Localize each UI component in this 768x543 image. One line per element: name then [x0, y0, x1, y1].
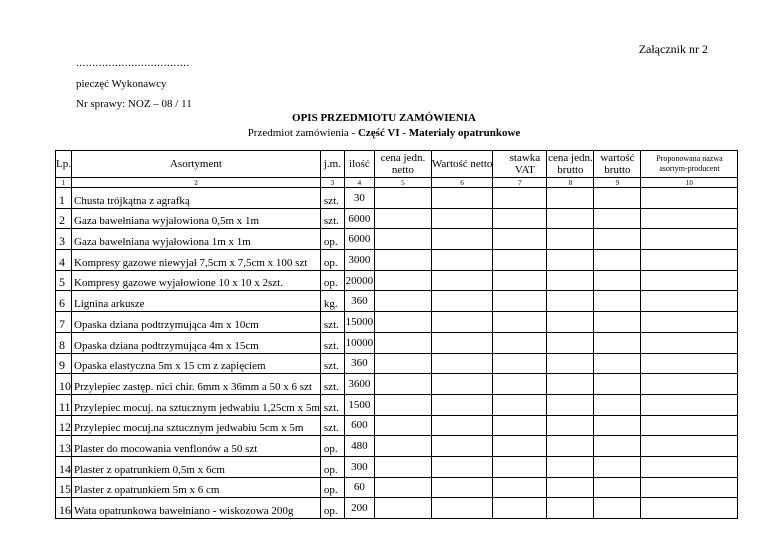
cell-producent[interactable]: [641, 436, 738, 457]
cell-cena-netto[interactable]: [374, 250, 431, 271]
cell-wartosc-brutto[interactable]: [594, 374, 641, 395]
cell-vat[interactable]: [493, 353, 547, 374]
cell-wartosc-netto[interactable]: [431, 394, 493, 415]
cell-wartosc-brutto[interactable]: [594, 250, 641, 271]
row-asortyment: Opaska elastyczna 5m x 15 cm z zapięciem: [72, 353, 321, 374]
cell-vat[interactable]: [493, 332, 547, 353]
col-header-wartosc-netto: Wartość netto: [431, 151, 493, 178]
row-asortyment: Opaska dziana podtrzymująca 4m x 10cm: [72, 312, 321, 333]
cell-wartosc-brutto[interactable]: [594, 353, 641, 374]
row-quantity: 20000: [344, 270, 374, 291]
row-quantity: 30: [344, 188, 374, 209]
cell-cena-brutto[interactable]: [547, 477, 594, 498]
row-lp: 9: [56, 353, 72, 374]
row-lp: 14: [56, 456, 72, 477]
row-asortyment: Opaska dziana podtrzymująca 4m x 15cm: [72, 332, 321, 353]
cell-vat[interactable]: [493, 291, 547, 312]
cell-producent[interactable]: [641, 415, 738, 436]
cell-cena-netto[interactable]: [374, 208, 431, 229]
cell-vat[interactable]: [493, 394, 547, 415]
row-asortyment: Przylepiec mocuj. na sztucznym jedwabiu 1,25cm x 5m: [72, 394, 321, 415]
row-quantity: 1500: [344, 394, 374, 415]
cell-cena-netto[interactable]: [374, 498, 431, 519]
stamp-label: pieczęć Wykonawcy: [76, 78, 167, 90]
cell-wartosc-brutto[interactable]: [594, 270, 641, 291]
page-subtitle: [0, 127, 768, 139]
row-asortyment: Wata opatrunkowa bawełniano - wiskozowa 200g: [72, 498, 321, 519]
cell-vat[interactable]: [493, 188, 547, 209]
table-row: [56, 208, 738, 229]
col-header-jm: j.m.: [320, 151, 344, 178]
row-lp: 6: [56, 291, 72, 312]
col-header-vat: stawka VAT: [493, 151, 547, 178]
cell-cena-netto[interactable]: [374, 312, 431, 333]
cell-cena-brutto[interactable]: [547, 270, 594, 291]
col-header-asortyment: Asortyment: [72, 151, 321, 178]
row-quantity: 200: [344, 498, 374, 519]
col-header-cena-brutto: cena jedn. brutto: [548, 152, 593, 176]
col-number: 9: [594, 178, 641, 188]
cell-wartosc-netto[interactable]: [431, 477, 493, 498]
col-header-wartosc-brutto: wartość brutto: [594, 151, 641, 178]
cell-producent[interactable]: [641, 394, 738, 415]
cell-cena-brutto[interactable]: [547, 188, 594, 209]
cell-wartosc-netto[interactable]: [431, 374, 493, 395]
cell-cena-netto[interactable]: [374, 394, 431, 415]
cell-wartosc-netto[interactable]: [431, 332, 493, 353]
row-quantity: 360: [344, 291, 374, 312]
cell-wartosc-brutto[interactable]: [594, 291, 641, 312]
cell-wartosc-brutto[interactable]: [594, 188, 641, 209]
row-lp: 5: [56, 270, 72, 291]
row-lp: 7: [56, 312, 72, 333]
row-unit: szt.: [320, 312, 344, 333]
row-unit: szt.: [320, 415, 344, 436]
row-quantity: 3600: [344, 374, 374, 395]
cell-cena-netto[interactable]: [374, 188, 431, 209]
cell-producent[interactable]: [641, 477, 738, 498]
subtitle-part: Część VI - Materiały opatrunkowe: [357, 127, 521, 139]
row-unit: op.: [320, 229, 344, 250]
cell-wartosc-netto[interactable]: [431, 188, 493, 209]
row-quantity: 480: [344, 436, 374, 457]
table-row: [56, 270, 738, 291]
cell-cena-brutto[interactable]: [547, 374, 594, 395]
cell-cena-netto[interactable]: [374, 353, 431, 374]
cell-wartosc-netto[interactable]: [431, 312, 493, 333]
cell-wartosc-brutto[interactable]: [594, 415, 641, 436]
col-header-lp: Lp.: [56, 151, 72, 178]
cell-producent[interactable]: [641, 208, 738, 229]
cell-producent[interactable]: [641, 270, 738, 291]
row-quantity: 6000: [344, 229, 374, 250]
cell-vat[interactable]: [493, 456, 547, 477]
cell-wartosc-brutto[interactable]: [594, 312, 641, 333]
row-asortyment: Gaza bawełniana wyjałowiona 0,5m x 1m: [72, 208, 321, 229]
stamp-dots: ...................................: [76, 57, 190, 69]
cell-wartosc-netto[interactable]: [431, 436, 493, 457]
col-header-cena-netto: cena jedn. netto: [374, 151, 431, 178]
attachment-label: Załącznik nr 2: [638, 42, 708, 56]
order-table: [55, 150, 738, 519]
cell-wartosc-brutto[interactable]: [594, 332, 641, 353]
row-lp: 4: [56, 250, 72, 271]
row-lp: 3: [56, 229, 72, 250]
cell-producent[interactable]: [641, 250, 738, 271]
cell-producent[interactable]: [641, 353, 738, 374]
row-unit: op.: [320, 436, 344, 457]
row-quantity: 60: [344, 477, 374, 498]
row-asortyment: Lignina arkusze: [72, 291, 321, 312]
row-unit: op.: [320, 498, 344, 519]
cell-wartosc-netto[interactable]: [431, 208, 493, 229]
cell-vat[interactable]: [493, 229, 547, 250]
cell-vat[interactable]: [493, 270, 547, 291]
cell-cena-netto[interactable]: [374, 291, 431, 312]
cell-cena-brutto[interactable]: [547, 498, 594, 519]
row-unit: op.: [320, 270, 344, 291]
cell-cena-brutto[interactable]: [547, 456, 594, 477]
row-unit: szt.: [320, 208, 344, 229]
row-unit: szt.: [320, 394, 344, 415]
cell-wartosc-brutto[interactable]: [594, 477, 641, 498]
cell-cena-brutto[interactable]: [547, 415, 594, 436]
col-header-ilosc: ilość: [344, 151, 374, 178]
cell-cena-netto[interactable]: [374, 229, 431, 250]
cell-producent[interactable]: [641, 229, 738, 250]
row-quantity: 300: [344, 456, 374, 477]
case-number: Nr sprawy: NOZ – 08 / 11: [76, 98, 192, 110]
cell-wartosc-netto[interactable]: [431, 250, 493, 271]
cell-cena-netto[interactable]: [374, 332, 431, 353]
col-header-producent: Proponowana nazwa asortym-producent: [641, 151, 738, 178]
cell-producent[interactable]: [641, 498, 738, 519]
cell-vat[interactable]: [493, 312, 547, 333]
table-row: [56, 312, 738, 333]
row-unit: szt.: [320, 353, 344, 374]
cell-wartosc-brutto[interactable]: [594, 208, 641, 229]
table-row: [56, 415, 738, 436]
cell-cena-netto[interactable]: [374, 436, 431, 457]
cell-wartosc-brutto[interactable]: [594, 456, 641, 477]
table-row: [56, 436, 738, 457]
row-asortyment: Chusta trójkątna z agrafką: [72, 188, 321, 209]
cell-producent[interactable]: [641, 312, 738, 333]
cell-cena-netto[interactable]: [374, 270, 431, 291]
cell-vat[interactable]: [493, 374, 547, 395]
cell-cena-netto[interactable]: [374, 415, 431, 436]
cell-cena-netto[interactable]: [374, 374, 431, 395]
row-unit: szt.: [320, 188, 344, 209]
cell-wartosc-netto[interactable]: [431, 415, 493, 436]
cell-cena-brutto[interactable]: [547, 436, 594, 457]
row-quantity: 15000: [344, 312, 374, 333]
row-unit: op.: [320, 477, 344, 498]
row-lp: 2: [56, 208, 72, 229]
row-lp: 15: [56, 477, 72, 498]
cell-cena-brutto[interactable]: [547, 332, 594, 353]
row-quantity: 6000: [344, 208, 374, 229]
table-row: [56, 498, 738, 519]
table-row: [56, 394, 738, 415]
cell-wartosc-netto[interactable]: [431, 291, 493, 312]
cell-producent[interactable]: [641, 332, 738, 353]
cell-wartosc-netto[interactable]: [431, 270, 493, 291]
cell-wartosc-brutto[interactable]: [594, 498, 641, 519]
col-number: 2: [72, 178, 321, 188]
row-asortyment: Plaster z opatrunkiem 0,5m x 6cm: [72, 456, 321, 477]
cell-wartosc-brutto[interactable]: [594, 229, 641, 250]
row-quantity: 360: [344, 353, 374, 374]
cell-cena-netto[interactable]: [374, 456, 431, 477]
row-unit: szt.: [320, 374, 344, 395]
row-asortyment: Kompresy gazowe niewyjał 7,5cm x 7,5cm x 100 szt: [72, 250, 321, 271]
cell-vat[interactable]: [493, 208, 547, 229]
cell-wartosc-brutto[interactable]: [594, 436, 641, 457]
cell-wartosc-netto[interactable]: [431, 498, 493, 519]
table-row: [56, 332, 738, 353]
row-lp: 1: [56, 188, 72, 209]
row-asortyment: Gaza bawełniana wyjałowiona 1m x 1m: [72, 229, 321, 250]
row-unit: op.: [320, 456, 344, 477]
row-lp: 16: [56, 498, 72, 519]
cell-wartosc-brutto[interactable]: [594, 394, 641, 415]
page-title: OPIS PRZEDMIOTU ZAMÓWIENIA: [292, 112, 476, 124]
table-row: [56, 250, 738, 271]
table-header-row: [56, 151, 738, 178]
row-unit: kg.: [320, 291, 344, 312]
cell-cena-brutto[interactable]: [547, 208, 594, 229]
row-quantity: 10000: [344, 332, 374, 353]
col-number: 4: [344, 178, 374, 188]
col-number: 5: [374, 178, 431, 188]
cell-wartosc-netto[interactable]: [431, 229, 493, 250]
col-number: 6: [431, 178, 493, 188]
row-lp: 12: [56, 415, 72, 436]
cell-producent[interactable]: [641, 291, 738, 312]
row-quantity: 600: [344, 415, 374, 436]
cell-cena-brutto[interactable]: [547, 394, 594, 415]
table-row: [56, 353, 738, 374]
row-quantity: 3000: [344, 250, 374, 271]
cell-producent[interactable]: [641, 188, 738, 209]
table-row: [56, 477, 738, 498]
cell-wartosc-netto[interactable]: [431, 456, 493, 477]
row-lp: 11: [56, 394, 72, 415]
cell-cena-brutto[interactable]: [547, 291, 594, 312]
cell-vat[interactable]: [493, 250, 547, 271]
row-unit: szt.: [320, 332, 344, 353]
row-lp: 8: [56, 332, 72, 353]
row-asortyment: Kompresy gazowe wyjałowione 10 x 10 x 2szt.: [72, 270, 321, 291]
row-unit: op.: [320, 250, 344, 271]
row-lp: 10: [56, 374, 72, 395]
table-row: [56, 456, 738, 477]
row-asortyment: Przylepiec mocuj.na sztucznym jedwabiu 5cm x 5m: [72, 415, 321, 436]
cell-cena-brutto[interactable]: [547, 353, 594, 374]
subtitle-prefix: Przedmiot zamówienia -: [247, 127, 358, 139]
cell-cena-netto[interactable]: [374, 477, 431, 498]
col-number: 3: [320, 178, 344, 188]
col-number: 10: [641, 178, 738, 188]
col-number: 7: [493, 178, 547, 188]
cell-cena-brutto[interactable]: [547, 312, 594, 333]
cell-vat[interactable]: [493, 477, 547, 498]
table-row: [56, 374, 738, 395]
row-asortyment: Plaster z opatrunkiem 5m x 6 cm: [72, 477, 321, 498]
table-row: [56, 188, 738, 209]
cell-cena-brutto[interactable]: [547, 229, 594, 250]
cell-vat[interactable]: [493, 498, 547, 519]
column-number-row: [56, 178, 738, 188]
row-asortyment: Przylepiec zastęp. nici chir. 6mm x 36mm a 50 x 6 szt: [72, 374, 321, 395]
table-row: [56, 291, 738, 312]
col-number: 1: [56, 178, 72, 188]
col-number: 8: [547, 178, 594, 188]
cell-cena-brutto[interactable]: [547, 250, 594, 271]
cell-wartosc-netto[interactable]: [431, 353, 493, 374]
cell-producent[interactable]: [641, 456, 738, 477]
cell-vat[interactable]: [493, 415, 547, 436]
cell-producent[interactable]: [641, 374, 738, 395]
row-asortyment: Plaster do mocowania venflonów a 50 szt: [72, 436, 321, 457]
cell-vat[interactable]: [493, 436, 547, 457]
table-row: [56, 229, 738, 250]
row-lp: 13: [56, 436, 72, 457]
